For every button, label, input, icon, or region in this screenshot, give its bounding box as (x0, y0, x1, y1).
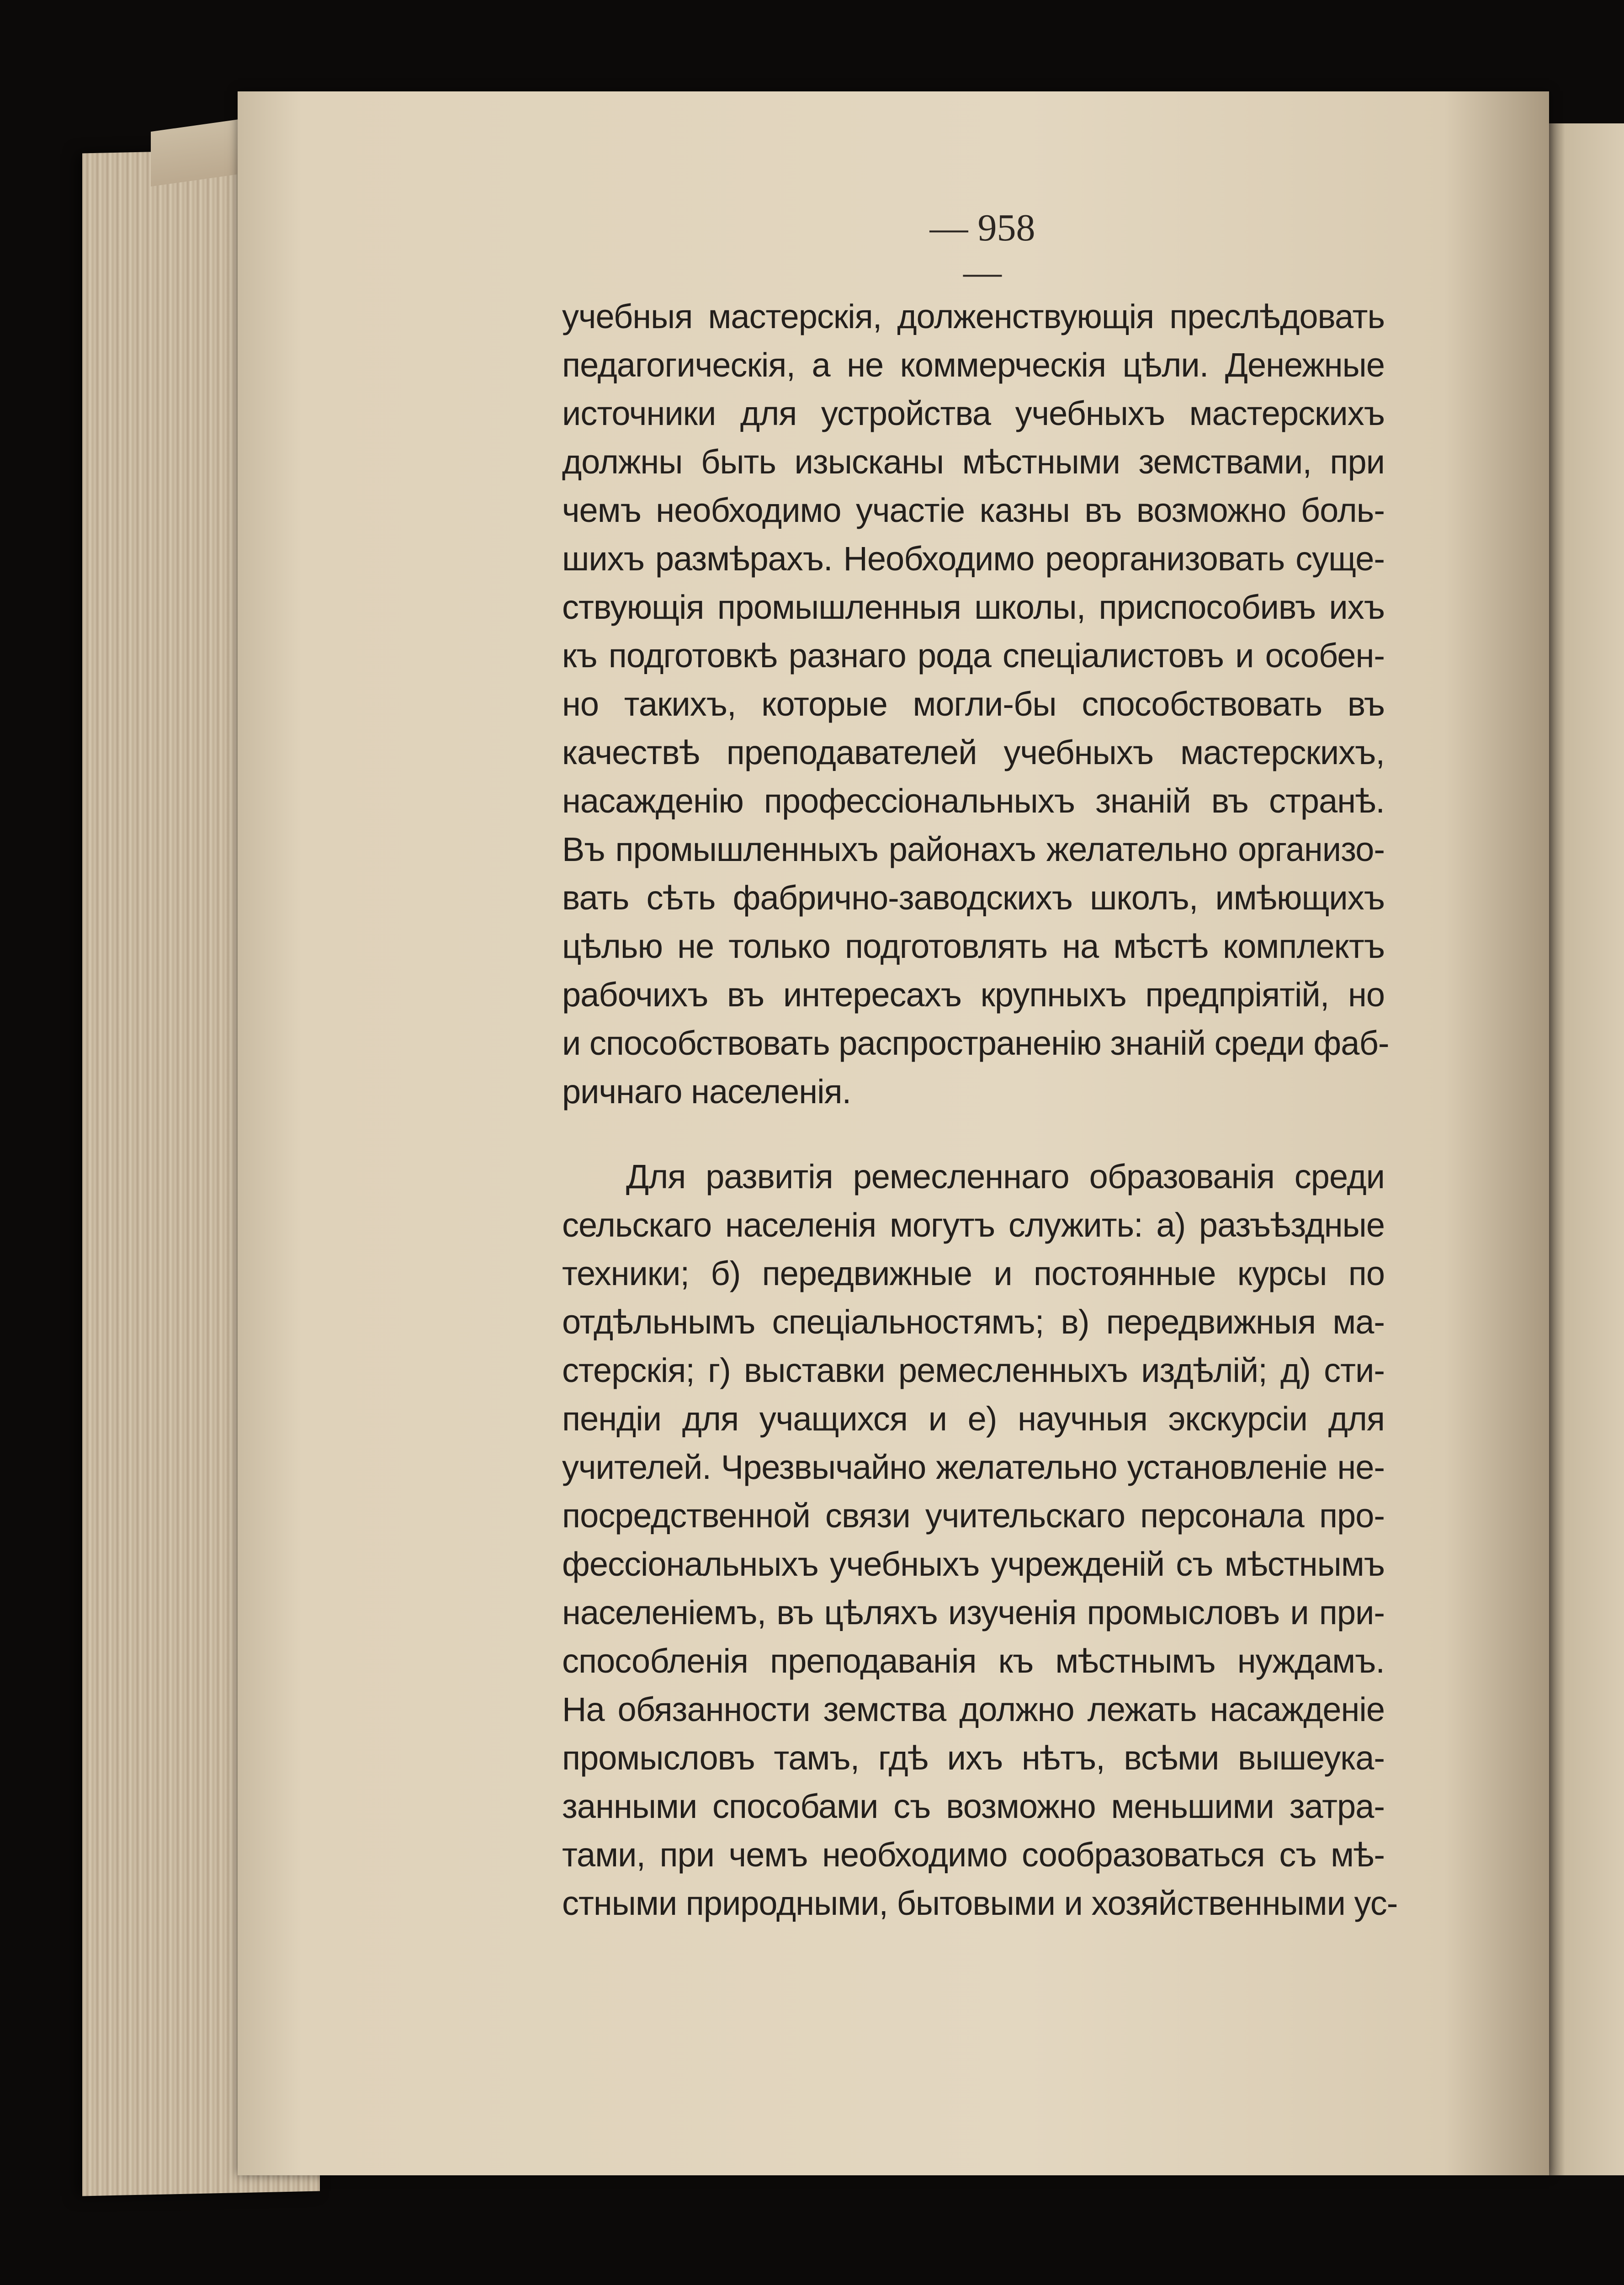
text-line: педагогическія, а не коммерческія цѣли. Денежные (562, 346, 1385, 384)
text-line: къ подготовкѣ разнаго рода спеціалистовъ и особен- (562, 637, 1385, 675)
text-line: сельскаго населенія могутъ служить: а) разъѣздные (562, 1206, 1385, 1244)
text-line: промысловъ тамъ, гдѣ ихъ нѣтъ, всѣми вышеука- (562, 1739, 1385, 1777)
page-number: — 958 — (929, 207, 1035, 293)
text-line: стерскія; г) выставки ремесленныхъ издѣлій; д) сти- (562, 1351, 1385, 1389)
text-line: посредственной связи учительскаго персонала про- (562, 1497, 1385, 1535)
text-line: пендіи для учащихся и е) научныя экскурсіи для (562, 1400, 1385, 1438)
paragraph-gap (562, 1116, 1385, 1153)
text-line: учебныя мастерскія, долженствующія преслѣдовать (562, 298, 1385, 335)
text-line: способленія преподаванія къ мѣстнымъ нуждамъ. (562, 1642, 1385, 1680)
text-line: населеніемъ, въ цѣляхъ изученія промысловъ и при- (562, 1594, 1385, 1631)
text-line: вать сѣть фабрично-заводскихъ школъ, имѣющихъ (562, 879, 1385, 917)
text-line: тами, при чемъ необходимо сообразоваться съ мѣ- (562, 1836, 1385, 1874)
text-line: цѣлью не только подготовлять на мѣстѣ комплектъ (562, 927, 1385, 965)
facing-page-edge (1547, 123, 1624, 2175)
text-line: занными способами съ возможно меньшими затра- (562, 1787, 1385, 1825)
page-text (562, 292, 1398, 1928)
text-line: учителей. Чрезвычайно желательно установленіе не- (562, 1448, 1385, 1486)
text-line: Для развитія ремесленнаго образованія среди (626, 1158, 1385, 1196)
text-line: но такихъ, которые могли-бы способствовать въ (562, 685, 1385, 723)
text-line: и способствовать распространенію знаній среди фаб- (562, 1024, 1389, 1062)
text-line: должны быть изысканы мѣстными земствами, при (562, 443, 1385, 481)
text-line: фессіональныхъ учебныхъ учрежденій съ мѣстнымъ (562, 1545, 1385, 1583)
text-line: качествѣ преподавателей учебныхъ мастерскихъ, (562, 733, 1385, 771)
text-line: ствующія промышленныя школы, приспособивъ ихъ (562, 588, 1385, 626)
text-line: источники для устройства учебныхъ мастерскихъ (562, 394, 1385, 432)
text-line: отдѣльнымъ спеціальностямъ; в) передвижныя ма- (562, 1303, 1385, 1341)
text-line: шихъ размѣрахъ. Необходимо реорганизовать суще- (562, 540, 1385, 578)
text-line: техники; б) передвижные и постоянные курсы по (562, 1254, 1385, 1292)
text-line: рабочихъ въ интересахъ крупныхъ предпріятій, но (562, 976, 1385, 1014)
text-line: На обязанности земства должно лежать насажденіе (562, 1690, 1385, 1728)
text-line: Въ промышленныхъ районахъ желательно организо- (562, 830, 1385, 868)
text-line: насажденію профессіональныхъ знаній въ странѣ. (562, 782, 1385, 820)
text-line: чемъ необходимо участіе казны въ возможно боль- (562, 491, 1385, 529)
text-line: ричнаго населенія. (562, 1073, 851, 1111)
text-line: стными природными, бытовыми и хозяйственными ус- (562, 1884, 1398, 1922)
